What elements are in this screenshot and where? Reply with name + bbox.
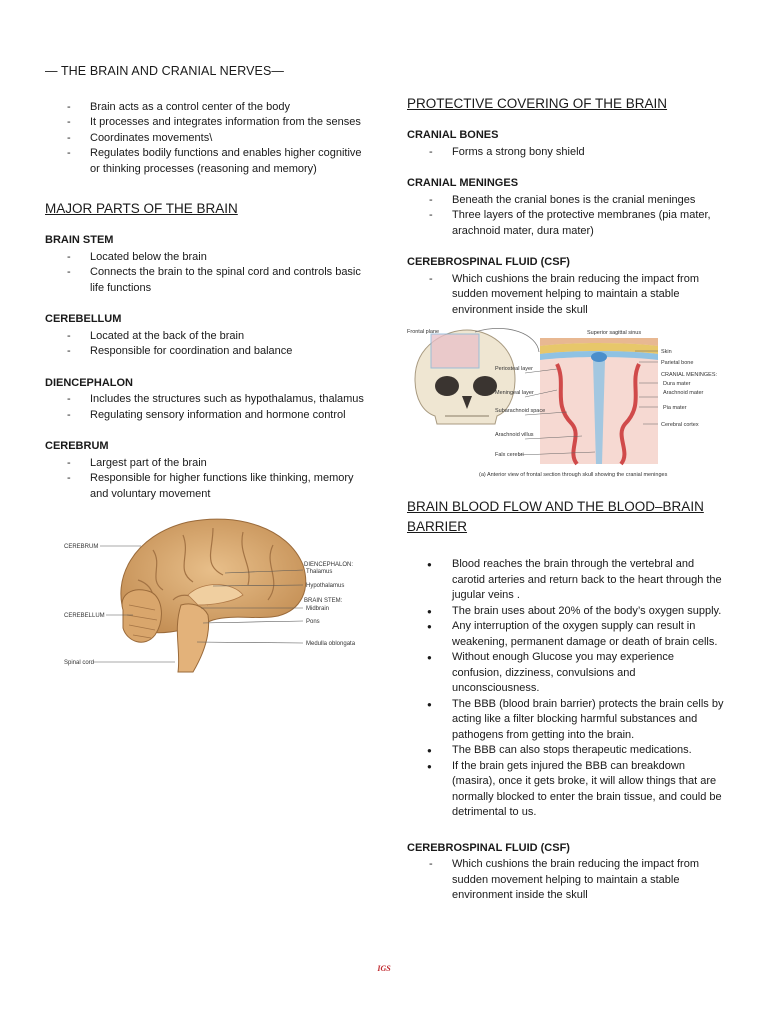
cranial-bones-title: CRANIAL BONES [407, 129, 499, 141]
label-cerebrum: CEREBRUM [64, 544, 99, 550]
label-midbrain: Midbrain [306, 606, 330, 612]
list-item: - Beneath the cranial bones is the cranial meninges [407, 193, 725, 209]
footer-logo: IGS [377, 964, 391, 973]
label-hypothalamus: Hypothalamus [306, 583, 345, 589]
label-cranial-meninges: CRANIAL MENINGES: [661, 372, 718, 378]
brain-stem-list [45, 250, 367, 297]
list-item: ● Without enough Glucose you may experience confusion, dizziness, convulsions and unconsciousness. [407, 650, 725, 697]
list-item: ● The BBB can also stops therapeutic medications. [407, 743, 725, 759]
label-superior-sinus: Superior sagittal sinus [587, 330, 642, 336]
label-villus: Arachnoid villus [495, 432, 534, 438]
label-skin: Skin [661, 349, 672, 355]
blood-flow-heading: BRAIN BLOOD FLOW AND THE BLOOD–BRAIN BARRIER [407, 499, 704, 534]
list-item: - Which cushions the brain reducing the impact from sudden movement helping to maintain a stable environment inside the skull [407, 857, 725, 904]
major-parts-heading: MAJOR PARTS OF THE BRAIN [45, 201, 238, 216]
label-diencephalon: DIENCEPHALON: [304, 562, 354, 568]
list-item: - Located at the back of the brain [45, 329, 367, 345]
list-item: - Connects the brain to the spinal cord and controls basic life functions [45, 265, 367, 296]
diencephalon-title: DIENCEPHALON [45, 376, 134, 389]
label-spinal-cord: Spinal cord [64, 660, 95, 666]
list-item: ● The BBB (blood brain barrier) protects the brain cells by acting like a filter blocking harmful substances and pathogens from getting into the brain. [407, 697, 725, 744]
list-item: - Forms a strong bony shield [407, 145, 725, 161]
document-title: — THE BRAIN AND CRANIAL NERVES— [45, 64, 285, 78]
label-falx: Falx cerebri [495, 452, 524, 458]
cerebellum-title: CEREBELLUM [45, 313, 122, 325]
cerebrum-title: CEREBRUM [45, 440, 109, 452]
label-subarachnoid: Subarachnoid space [495, 408, 546, 414]
list-item: - Located below the brain [45, 250, 367, 266]
list-item: - Brain acts as a control center of the body [45, 100, 367, 116]
list-item: - Responsible for higher functions like thinking, memory and voluntary movement [45, 471, 367, 502]
brain-sagittal-figure [63, 510, 363, 675]
list-item: - Regulating sensory information and hormone control [45, 408, 367, 424]
label-pons: Pons [306, 619, 320, 625]
cerebellum-list [45, 329, 367, 360]
list-item: ● Blood reaches the brain through the vertebral and carotid arteries and return back to the heart through the jugular veins . [407, 557, 725, 604]
list-item: ● If the brain gets injured the BBB can breakdown (masira), once it gets broke, it will allow things that are normally blocked to enter the brain tissue, and could be detrimental to us. [407, 759, 725, 821]
list-item: - Regulates bodily functions and enables higher cognitive or thinking processes (reasoning and memory) [45, 146, 367, 177]
csf-repeat-list [407, 857, 725, 904]
cranial-bones-list [407, 145, 725, 161]
label-pia: Pia mater [663, 405, 687, 411]
label-meningeal: Meningeal layer [495, 390, 534, 396]
list-item: - Coordinates movements\ [45, 131, 367, 147]
label-dura: Dura mater [663, 381, 691, 387]
left-column [45, 64, 367, 675]
list-item: - Three layers of the protective membranes (pia mater, arachnoid mater, dura mater) [407, 208, 725, 239]
list-item: - It processes and integrates information from the senses [45, 115, 367, 131]
cerebrum-list [45, 456, 367, 503]
list-item: - Which cushions the brain reducing the impact from sudden movement helping to maintain a stable environment inside the skull [407, 272, 725, 319]
intro-list [45, 100, 367, 178]
list-item: ● Any interruption of the oxygen supply can result in weakening, permanent damage or death of brain cells. [407, 619, 725, 650]
meninges-section [540, 338, 658, 464]
list-item: ● The brain uses about 20% of the body’s oxygen supply. [407, 604, 725, 620]
blood-flow-list [407, 557, 725, 821]
label-cortex: Cerebral cortex [661, 422, 699, 428]
cranial-meninges-list [407, 193, 725, 240]
csf-list [407, 272, 725, 319]
protective-heading: PROTECTIVE COVERING OF THE BRAIN [407, 96, 668, 111]
csf-repeat-title: CEREBROSPINAL FLUID (CSF) [407, 841, 570, 854]
list-item: - Responsible for coordination and balance [45, 344, 367, 360]
label-cerebellum: CEREBELLUM [64, 613, 105, 619]
csf-title: CEREBROSPINAL FLUID (CSF) [407, 256, 570, 268]
diencephalon-list [45, 392, 367, 423]
label-parietal-bone: Parietal bone [661, 360, 694, 366]
meninges-figure [407, 324, 725, 479]
figure-caption: (a) Anterior view of frontal section through skull showing the cranial meninges [479, 472, 668, 478]
list-item: - Includes the structures such as hypothalamus, thalamus [45, 392, 367, 408]
label-frontal-plane: Frontal plane [407, 329, 440, 335]
label-periosteal: Periosteal layer [495, 366, 533, 372]
brain-stem-title: BRAIN STEM [45, 234, 114, 246]
right-column [407, 94, 725, 904]
cranial-meninges-title: CRANIAL MENINGES [407, 177, 519, 189]
brain-illustration [121, 519, 306, 672]
list-item: - Largest part of the brain [45, 456, 367, 472]
label-brain-stem: BRAIN STEM: [304, 598, 343, 604]
label-thalamus: Thalamus [306, 569, 333, 575]
label-medulla: Medulla oblongata [306, 641, 356, 647]
label-arachnoid: Arachnoid mater [663, 390, 704, 396]
